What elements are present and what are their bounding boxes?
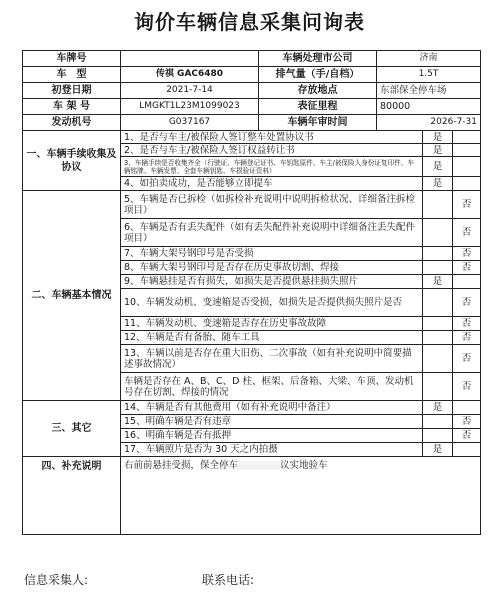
- question-text: 12、车辆是否有备胎、随车工具: [121, 331, 423, 345]
- answer-no: 否: [453, 289, 481, 317]
- frame-label: 车 架 号: [23, 99, 121, 115]
- answer-no: 否: [453, 191, 481, 219]
- inspection-value: 2026-7-31: [377, 115, 481, 131]
- answer-no: 否: [453, 345, 481, 373]
- question-text: 8、车辆大架号钢印号是否存在历史事故切割、焊接: [121, 261, 423, 275]
- displacement-value: 1.5T: [377, 67, 481, 83]
- answer-no: 否: [453, 261, 481, 275]
- inspection-label: 车辆年审时间: [259, 115, 377, 131]
- question-text: 2、是否与车主/被保险人签订权益转让书: [121, 144, 423, 157]
- answer-yes: [423, 415, 453, 429]
- answer-yes: 是: [423, 275, 453, 289]
- answer-yes: 是: [423, 177, 453, 191]
- answer-yes: [423, 261, 453, 275]
- form-title: 询价车辆信息采集问询表: [134, 10, 365, 34]
- question-text: 17、车辆照片是否为 30 天之内拍摄: [121, 443, 423, 457]
- answer-no: [453, 144, 481, 157]
- engine-label: 发动机号: [23, 115, 121, 131]
- answer-yes: 是: [423, 157, 453, 177]
- answer-yes: [423, 317, 453, 331]
- question-text: 10、车辆发动机、变速箱是否受损，如损失是否提供损失照片是否: [121, 289, 423, 317]
- reg-date-label: 初登日期: [23, 83, 121, 99]
- notes-redaction: [238, 461, 280, 470]
- notes-text-end: 议实地验车: [280, 460, 328, 471]
- answer-no: 否: [453, 247, 481, 261]
- question-row: [23, 401, 481, 415]
- collector-label: 信息采集人:: [24, 573, 89, 587]
- answer-yes: [423, 191, 453, 219]
- answer-yes: 是: [423, 144, 453, 157]
- answer-no: 否: [453, 429, 481, 443]
- location-label: 存放地点: [259, 83, 377, 99]
- notes-text: 右前前悬挂受损，保全停车: [124, 460, 239, 471]
- answer-yes: 是: [423, 401, 453, 415]
- info-row: [23, 99, 481, 115]
- answer-no: [453, 131, 481, 144]
- question-text: 11、车辆发动机、变速箱是否存在历史事故故障: [121, 317, 423, 331]
- model-label: 车 型: [23, 67, 121, 83]
- notes-content: [121, 457, 481, 535]
- answer-no: [453, 275, 481, 289]
- answer-no: 否: [453, 415, 481, 429]
- question-text: 4、如拍卖成功，是否能够立即提车: [121, 177, 423, 191]
- info-row: [23, 115, 481, 131]
- question-text: 15、明确车辆是否有违章: [121, 415, 423, 429]
- answer-yes: [423, 247, 453, 261]
- inquiry-form: [22, 50, 480, 535]
- answer-no: [453, 443, 481, 457]
- notes-row: [23, 457, 481, 535]
- question-text: 车辆是否存在 A、B、C、D 柱、框架、后备箱、大梁、车顶、发动机号存在切割、焊接的情况: [121, 373, 423, 401]
- question-text: 14、车辆是否有其他费用（如有补充说明中备注）: [121, 401, 423, 415]
- location-value: 东部保全停车场: [377, 83, 481, 99]
- question-table: [22, 130, 481, 535]
- answer-yes: [423, 331, 453, 345]
- frame-value: LMGKT1L23M1099023: [121, 99, 259, 115]
- answer-yes: [423, 345, 453, 373]
- displacement-label: 排气量（手/自档）: [259, 67, 377, 83]
- reg-date-value: 2021-7-14: [121, 83, 259, 99]
- section-procedures: 一、车辆手续收集及协议: [23, 131, 121, 191]
- section-notes: 四、补充说明: [23, 457, 121, 535]
- question-row: [23, 131, 481, 144]
- model-value: 传祺 GAC6480: [121, 67, 259, 83]
- city-label: 车辆处理市公司: [259, 51, 377, 67]
- engine-value: G037167: [121, 115, 259, 131]
- info-row: [23, 51, 481, 67]
- info-row: [23, 83, 481, 99]
- answer-yes: 是: [423, 131, 453, 144]
- answer-no: 否: [453, 317, 481, 331]
- question-text: 3、车辆手续是否收集齐全（行驶证、车辆登记证书、车钥匙原件、车主/被保险人身份证复印件、车辆铭牌、车辆发票、全套车辆钥匙、车损验证资料）: [121, 157, 423, 177]
- question-text: 6、车辆是否有丢失配件（如有丢失配件补充说明中详细备注丢失配件项目）: [121, 219, 423, 247]
- info-row: [23, 67, 481, 83]
- question-text: 16、明确车辆是否有抵押: [121, 429, 423, 443]
- answer-no: [453, 157, 481, 177]
- question-text: 9、车辆悬挂是否有损失，如损失是否提供悬挂损失照片: [121, 275, 423, 289]
- section-other: 三、其它: [23, 401, 121, 457]
- answer-yes: [423, 219, 453, 247]
- question-text: 7、车辆大架号钢印号是否受损: [121, 247, 423, 261]
- answer-no: 否: [453, 219, 481, 247]
- answer-yes: [423, 289, 453, 317]
- answer-no: [453, 401, 481, 415]
- city-value: 济南: [377, 51, 481, 67]
- question-text: 13、车辆以前是否存在重大旧伤、二次事故（如有补充说明中简要描述事故情况）: [121, 345, 423, 373]
- mileage-label: 表征里程: [259, 99, 377, 115]
- question-text: 1、是否与车主/被保险人签订整车处置协议书: [121, 131, 423, 144]
- answer-no: 否: [453, 331, 481, 345]
- section-vehicle-condition: 二、车辆基本情况: [23, 191, 121, 401]
- question-row: [23, 191, 481, 219]
- info-table: [22, 50, 481, 131]
- answer-yes: 是: [423, 443, 453, 457]
- question-text: 5、车辆是否已拆检（如拆检补充说明中说明拆检状况、详细备注拆检项目）: [121, 191, 423, 219]
- answer-no: [453, 177, 481, 191]
- plate-label: 车牌号: [23, 51, 121, 67]
- phone-label: 联系电话:: [202, 573, 255, 587]
- answer-no: 否: [453, 373, 481, 401]
- plate-value: [121, 51, 259, 67]
- mileage-value: 80000: [377, 99, 481, 115]
- answer-yes: [423, 373, 453, 401]
- answer-yes: [423, 429, 453, 443]
